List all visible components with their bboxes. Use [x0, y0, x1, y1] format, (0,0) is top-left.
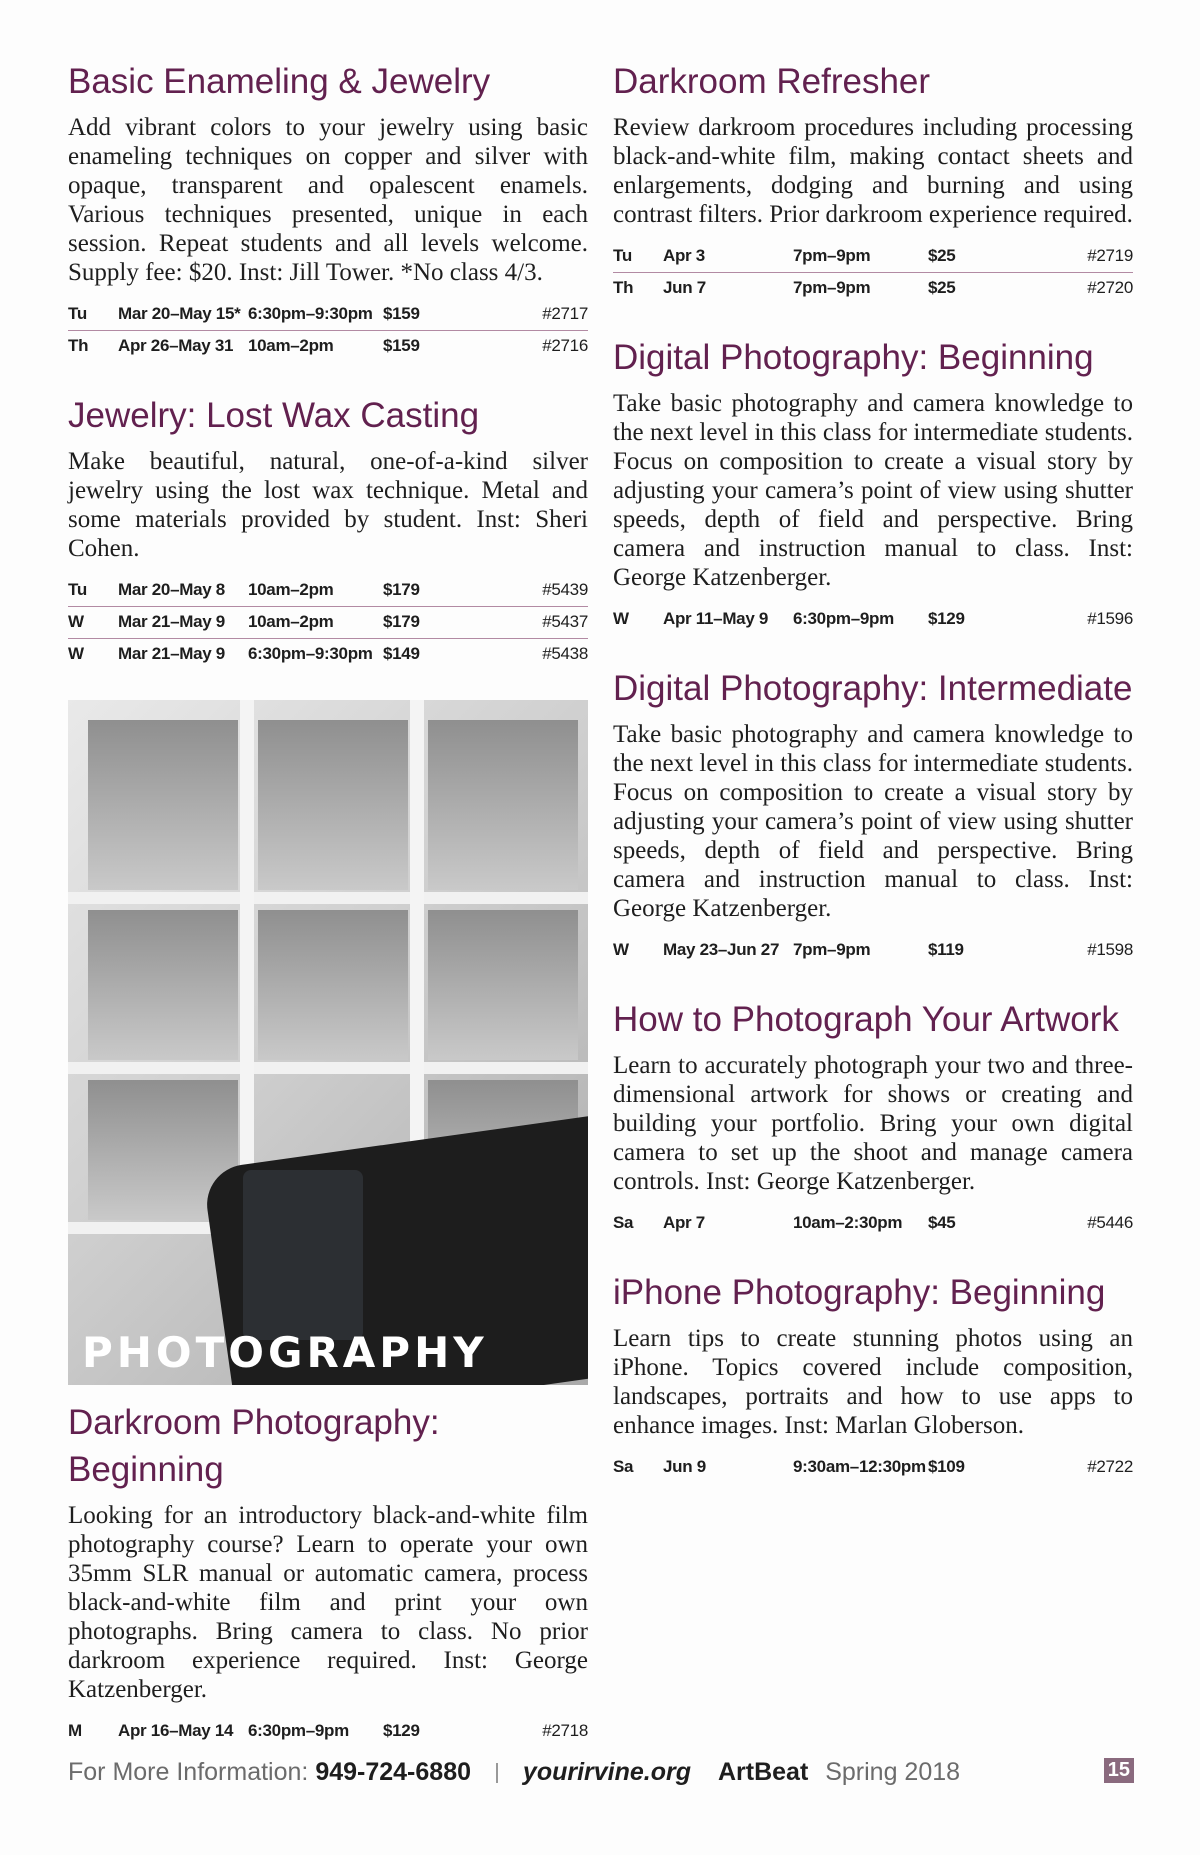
schedule-dates: Apr 7 [663, 1213, 705, 1232]
schedule-code: #2717 [542, 304, 588, 323]
course-block [68, 392, 588, 670]
schedule-dates: Mar 21–May 9 [118, 607, 248, 639]
schedule-code: #5437 [458, 607, 588, 639]
schedule-dates: Mar 20–May 8 [118, 580, 225, 599]
phone-number: 949-724-6880 [315, 1758, 472, 1786]
schedule-code: #2719 [1087, 246, 1133, 265]
course-block [613, 1269, 1133, 1483]
schedule-day: Th [68, 331, 118, 363]
schedule-day: Tu [68, 304, 87, 323]
schedule-price: $159 [383, 331, 458, 363]
schedule-time: 9:30am–12:30pm [793, 1457, 926, 1476]
right-course-list [613, 58, 1133, 1483]
schedule-code: #5446 [1087, 1213, 1133, 1232]
website-link[interactable]: yourirvine.org [522, 1758, 692, 1786]
schedule-row [613, 1208, 1133, 1239]
right-column [613, 58, 1133, 1513]
schedule-day: Sa [613, 1457, 634, 1476]
course-block [613, 996, 1133, 1239]
schedule-row [613, 1452, 1133, 1483]
schedule-table [613, 935, 1133, 966]
schedule-time: 6:30pm–9pm [248, 1721, 349, 1740]
footer-divider [496, 1763, 498, 1783]
schedule-dates: Apr 11–May 9 [663, 609, 769, 628]
schedule-code: #5438 [458, 639, 588, 671]
schedule-table [613, 1452, 1133, 1483]
schedule-time: 7pm–9pm [793, 940, 871, 959]
course-title: Digital Photography: Intermediate [613, 669, 1133, 708]
course-block [68, 58, 588, 362]
schedule-time: 10am–2pm [248, 580, 334, 599]
season-label: Spring 2018 [825, 1758, 961, 1786]
course-description: Make beautiful, natural, one-of-a-kind silver jewelry using the lost wax technique. Metal and some materials provided by student. Inst: Sheri Cohen. [68, 448, 588, 562]
schedule-day: Sa [613, 1213, 634, 1232]
course-description: Learn tips to create stunning photos using an iPhone. Topics covered include composition, landscapes, portraits and how to use apps to enhance images. Inst: Marlan Globerson. [613, 1325, 1133, 1439]
schedule-code: #2722 [1087, 1457, 1133, 1476]
course-description: Take basic photography and camera knowledge to the next level in this class for intermediate students. Focus on composition to create a visual story by adjusting your camera’s point of view using shutter speeds, depth of field and perspective. Bring camera and instruction manual to class. Inst: George Katzenberger. [613, 721, 1133, 922]
schedule-row [68, 299, 588, 331]
course-description: Learn to accurately photograph your two and three- dimensional artwork for shows or creating and building your portfolio. Bring your own digital camera to set up the shoot and manage camera controls. Inst: George Katzenberger. [613, 1052, 1133, 1195]
schedule-dates: May 23–Jun 27 [663, 940, 780, 959]
schedule-code: #1598 [1087, 940, 1133, 959]
course-block [613, 58, 1133, 304]
schedule-time: 6:30pm–9:30pm [248, 639, 383, 671]
schedule-table [68, 575, 588, 670]
schedule-price: $129 [383, 1721, 420, 1740]
schedule-dates: Mar 20–May 15* [118, 304, 241, 323]
course-title: Darkroom Refresher [613, 62, 931, 101]
course-block [68, 1399, 588, 1747]
schedule-row [613, 935, 1133, 966]
schedule-row [613, 273, 1133, 305]
schedule-row [68, 1716, 588, 1747]
schedule-row [68, 575, 588, 607]
schedule-day: Th [613, 273, 663, 305]
schedule-day: Tu [68, 580, 87, 599]
schedule-price: $179 [383, 607, 458, 639]
schedule-code: #1596 [1087, 609, 1133, 628]
course-block [613, 334, 1133, 635]
course-title: Darkroom Photography: Beginning [68, 1403, 440, 1489]
schedule-table [613, 241, 1133, 304]
schedule-code: #2718 [542, 1721, 588, 1740]
schedule-table [68, 1716, 588, 1747]
course-title: How to Photograph Your Artwork [613, 1000, 1119, 1039]
schedule-price: $119 [928, 940, 964, 959]
schedule-dates: Apr 16–May 14 [118, 1721, 234, 1740]
camera-lens-graphic [243, 1170, 363, 1340]
info-label: For More Information: [68, 1758, 309, 1786]
schedule-day: Tu [613, 246, 632, 265]
schedule-price: $45 [928, 1213, 956, 1232]
course-title: Digital Photography: Beginning [613, 338, 1094, 377]
course-description: Review darkroom procedures including processing black-and-white film, making contact sheets and enlargements, dodging and burning and using contrast filters. Prior darkroom experience required. [613, 114, 1133, 228]
schedule-time: 6:30pm–9pm [793, 609, 894, 628]
schedule-dates: Jun 7 [663, 273, 793, 305]
course-description: Looking for an introductory black-and-white film photography course? Learn to operate your own 35mm SLR manual or automatic camera, process black-and-white film and print your own photographs. Bring camera to class. No prior darkroom experience required. Inst: George Katzenberger. [68, 1502, 588, 1703]
schedule-table [613, 1208, 1133, 1239]
schedule-time: 10am–2:30pm [793, 1213, 903, 1232]
schedule-time: 7pm–9pm [793, 273, 928, 305]
schedule-price: $179 [383, 580, 420, 599]
schedule-time: 7pm–9pm [793, 246, 871, 265]
schedule-day: W [613, 940, 629, 959]
schedule-price: $25 [928, 273, 1003, 305]
schedule-price: $149 [383, 639, 458, 671]
schedule-price: $129 [928, 609, 965, 628]
course-after-photo [68, 1399, 588, 1747]
schedule-row [68, 639, 588, 671]
schedule-time: 10am–2pm [248, 331, 383, 363]
schedule-dates: Jun 9 [663, 1457, 706, 1476]
course-description: Add vibrant colors to your jewelry using basic enameling techniques on copper and silver with opaque, transparent and opalescent enamels. Various techniques presented, unique in each session. Repeat students and all levels welcome. Supply fee: $20. Inst: Jill Tower. *No class 4/3. [68, 114, 588, 286]
schedule-row [613, 604, 1133, 635]
photography-section-image [68, 700, 588, 1385]
schedule-row [613, 241, 1133, 273]
schedule-price: $109 [928, 1457, 965, 1476]
schedule-day: W [613, 609, 629, 628]
schedule-price: $25 [928, 246, 956, 265]
schedule-table [613, 604, 1133, 635]
schedule-day: W [68, 639, 118, 671]
course-description: Take basic photography and camera knowledge to the next level in this class for intermediate students. Focus on composition to create a visual story by adjusting your camera’s point of view using shutter speeds, depth of field and perspective. Bring camera and instruction manual to class. Inst: George Katzenberger. [613, 390, 1133, 591]
course-block [613, 665, 1133, 966]
schedule-day: M [68, 1721, 82, 1740]
left-column [68, 58, 588, 1777]
schedule-table [68, 299, 588, 362]
section-caption: PHOTOGRAPHY [82, 1328, 488, 1377]
schedule-code: #2720 [1003, 273, 1133, 305]
schedule-day: W [68, 607, 118, 639]
schedule-dates: Apr 26–May 31 [118, 331, 248, 363]
schedule-time: 10am–2pm [248, 607, 383, 639]
schedule-dates: Mar 21–May 9 [118, 639, 248, 671]
left-course-list [68, 58, 588, 670]
schedule-code: #2716 [458, 331, 588, 363]
schedule-row [68, 331, 588, 363]
course-title: Basic Enameling & Jewelry [68, 62, 491, 101]
schedule-code: #5439 [542, 580, 588, 599]
course-title: iPhone Photography: Beginning [613, 1273, 1106, 1312]
schedule-price: $159 [383, 304, 420, 323]
schedule-row [68, 607, 588, 639]
schedule-dates: Apr 3 [663, 246, 705, 265]
course-title: Jewelry: Lost Wax Casting [68, 396, 480, 435]
schedule-time: 6:30pm–9:30pm [248, 304, 373, 323]
page-number: 15 [1104, 1758, 1134, 1783]
page-footer [68, 1758, 1134, 1787]
publication-name: ArtBeat [717, 1758, 809, 1786]
